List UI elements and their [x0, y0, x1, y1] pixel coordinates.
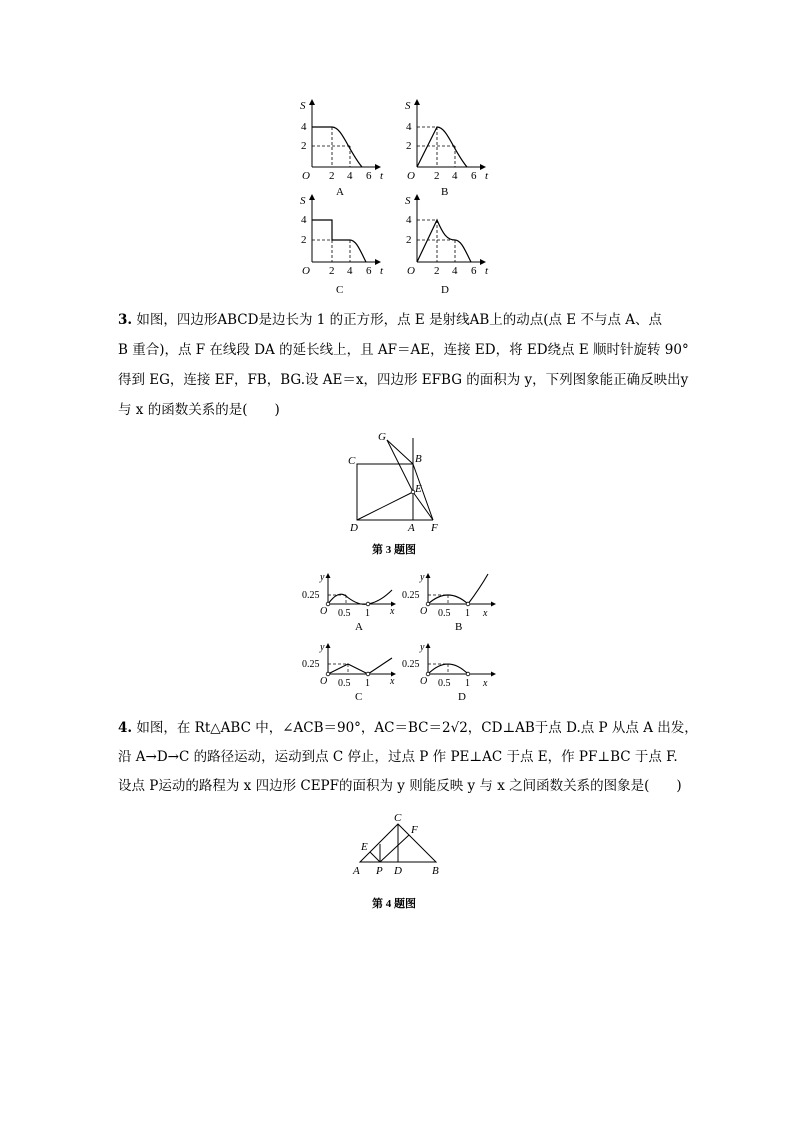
q2-option-b-label: B — [441, 186, 449, 198]
tick-1: 1 — [465, 608, 470, 619]
q2-graph-d — [405, 195, 489, 296]
q4-point-a: A — [353, 865, 360, 877]
q4-text-line-3: 设点 P运动的路程为 x 四边形 CEPF的面积为 y 则能反映 y 与 x 之间函数关系的图象是( ) — [118, 778, 682, 794]
q2-option-d-label: D — [441, 284, 449, 296]
q2-graph-b — [405, 100, 489, 198]
q3-option-a-label: A — [355, 621, 363, 633]
q3-point-d: D — [350, 522, 358, 534]
tick-05: 0.5 — [338, 608, 351, 619]
axis-label-t: t — [485, 170, 489, 182]
q4-text-line-2: 沿 A→D→C 的路径运动，运动到点 C 停止，过点 P 作 PE⊥AC 于点 E，作 PF⊥BC 于点 F. — [118, 749, 678, 765]
axis-label-x: x — [390, 606, 395, 617]
tick-025: 0.25 — [302, 590, 320, 601]
q3-text-line-2: B 重合)，点 F 在线段 DA 的延长线上，且 AF＝AE，连接 ED，将 ED绕点 E 顺时针旋转 90° — [118, 342, 689, 358]
origin-label: O — [407, 170, 415, 182]
axis-label-y: y — [320, 572, 325, 583]
q4-line-1-text: 如图，在 Rt△ABC 中，∠ACB＝90°，AC＝BC＝2√2，CD⊥AB于点 D.点 P 从点 A 出发， — [136, 720, 698, 736]
q3-point-e: E — [415, 483, 422, 495]
tick-1: 1 — [365, 678, 370, 689]
tick-4: 4 — [301, 121, 307, 133]
tick-05: 0.5 — [438, 608, 451, 619]
tick-025: 0.25 — [402, 590, 420, 601]
axis-label-s: S — [405, 100, 411, 112]
q4-number: 4. — [118, 720, 133, 736]
axis-label-t: t — [380, 265, 384, 277]
q3-graph-c — [302, 642, 395, 703]
tick-x-6: 6 — [471, 265, 477, 277]
origin-label: O — [302, 170, 310, 182]
tick-4: 4 — [406, 214, 412, 226]
q4-text-line-1 — [118, 718, 698, 738]
axis-label-y: y — [320, 642, 325, 653]
tick-x-2: 2 — [329, 265, 335, 277]
q3-text-line-3: 得到 EG，连接 EF，FB，BG.设 AE＝x，四边形 EFBG 的面积为 y，下列图象能正确反映出y — [118, 372, 689, 388]
q4-point-d: D — [394, 865, 402, 877]
q3-graph-d — [402, 642, 495, 703]
q4-point-p: P — [376, 865, 383, 877]
axis-label-y: y — [420, 642, 425, 653]
q3-option-b-label: B — [455, 621, 463, 633]
tick-x-4: 4 — [452, 265, 458, 277]
q3-text-line-1 — [118, 310, 662, 330]
axis-label-x: x — [483, 678, 488, 689]
q4-point-c: C — [394, 812, 402, 824]
q2-option-a-label: A — [336, 186, 344, 198]
tick-2: 2 — [406, 140, 412, 152]
q3-figure — [345, 428, 455, 536]
tick-4: 4 — [406, 121, 412, 133]
q4-point-e: E — [361, 841, 368, 853]
tick-1: 1 — [365, 608, 370, 619]
q2-option-graphs — [290, 95, 510, 305]
tick-x-2: 2 — [329, 170, 335, 182]
tick-4: 4 — [301, 214, 307, 226]
q3-point-g: G — [378, 431, 386, 443]
tick-1: 1 — [465, 678, 470, 689]
tick-x-2: 2 — [434, 170, 440, 182]
q3-option-graphs — [300, 568, 500, 703]
tick-x-6: 6 — [366, 265, 372, 277]
axis-label-y: y — [420, 572, 425, 583]
origin-label: O — [320, 606, 328, 617]
tick-x-4: 4 — [347, 265, 353, 277]
q3-point-a: A — [408, 522, 415, 534]
axis-label-s: S — [405, 195, 411, 207]
tick-x-2: 2 — [434, 265, 440, 277]
q3-option-d-label: D — [458, 691, 466, 703]
tick-025: 0.25 — [402, 659, 420, 670]
tick-2: 2 — [301, 234, 307, 246]
q3-option-c-label: C — [355, 691, 363, 703]
origin-label: O — [302, 265, 310, 277]
q4-point-b: B — [432, 865, 439, 877]
axis-label-t: t — [485, 265, 489, 277]
origin-label: O — [320, 676, 328, 687]
tick-05: 0.5 — [338, 678, 351, 689]
tick-x-6: 6 — [366, 170, 372, 182]
q4-figure-caption: 第 4 题图 — [372, 898, 416, 910]
q3-point-b: B — [415, 453, 422, 465]
origin-label: O — [420, 606, 428, 617]
axis-label-s: S — [300, 195, 306, 207]
tick-05: 0.5 — [438, 678, 451, 689]
tick-2: 2 — [406, 234, 412, 246]
q3-point-c: C — [348, 455, 356, 467]
q4-point-f: F — [411, 824, 418, 836]
axis-label-x: x — [390, 676, 395, 687]
tick-x-4: 4 — [347, 170, 353, 182]
q3-point-f: F — [431, 522, 438, 534]
q2-graph-c — [300, 195, 384, 296]
tick-2: 2 — [301, 140, 307, 152]
axis-label-x: x — [483, 608, 488, 619]
tick-x-6: 6 — [471, 170, 477, 182]
axis-label-t: t — [380, 170, 384, 182]
q3-figure-caption: 第 3 题图 — [372, 544, 416, 556]
q3-graph-b — [402, 572, 495, 633]
q3-text-line-4: 与 x 的函数关系的是( ) — [118, 402, 280, 418]
q2-graph-a — [300, 100, 384, 198]
q3-line-1-text: 如图，四边形ABCD是边长为 1 的正方形，点 E 是射线AB上的动点(点 E 不与点 A、点 — [136, 312, 662, 328]
tick-x-4: 4 — [452, 170, 458, 182]
q3-number: 3. — [118, 312, 133, 328]
origin-label: O — [420, 676, 428, 687]
q4-figure — [348, 808, 448, 880]
axis-label-s: S — [300, 100, 306, 112]
q3-graph-a — [302, 572, 395, 633]
tick-025: 0.25 — [302, 659, 320, 670]
origin-label: O — [407, 265, 415, 277]
q2-option-c-label: C — [336, 284, 344, 296]
